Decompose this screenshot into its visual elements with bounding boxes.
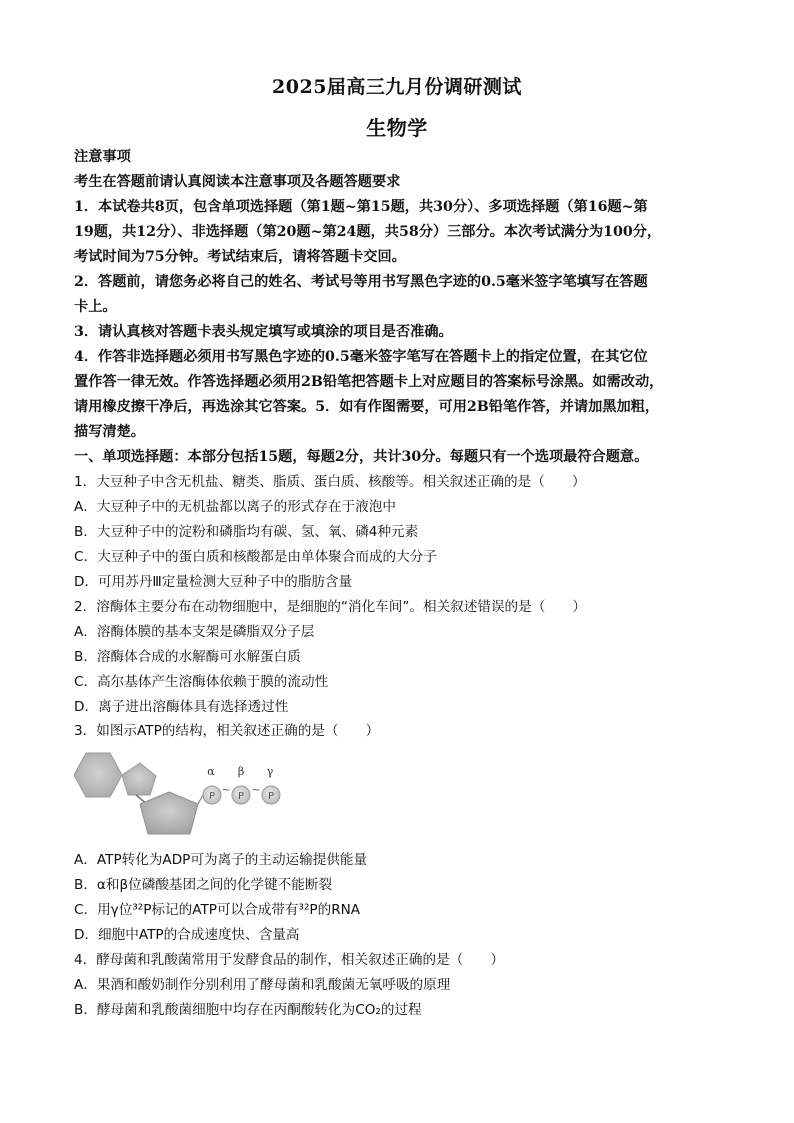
notice-line: 卡上。 [74,299,117,315]
question-option: D．可用苏丹Ⅲ定量检测大豆种子中的脂肪含量 [74,574,353,590]
adenine-hexagon [74,753,122,797]
high-energy-bond-symbol: ~ [251,783,261,796]
ribose-pentagon [140,792,198,834]
question-stem: 4．酵母菌和乳酸菌常用于发酵食品的制作，相关叙述正确的是（ ） [74,952,505,968]
question-option: A．果酒和酸奶制作分别利用了酵母菌和乳酸菌无氧呼吸的原理 [74,977,451,993]
notice-heading: 注意事项 [74,149,131,165]
label-beta: β [237,765,245,778]
question-stem: 3．如图示ATP的结构，相关叙述正确的是（ ） [74,723,380,739]
notice-line: 考试时间为75分钟。考试结束后，请将答题卡交回。 [74,249,406,265]
question-option: A．ATP转化为ADP可为离子的主动运输提供能量 [74,852,368,868]
question-option: B．α和β位磷酸基团之间的化学键不能断裂 [74,877,333,893]
notice-line: 4．作答非选择题必须用书写黑色字迹的0.5毫米签字笔写在答题卡上的指定位置，在其它位 [74,349,648,365]
phosphate-label: P [237,791,245,802]
notice-line: 19题，共12分）、非选择题（第20题~第24题，共58分）三部分。本次考试满分为100分， [74,224,662,240]
question-stem: 1．大豆种子中含无机盐、糖类、脂质、蛋白质、核酸等。相关叙述正确的是（ ） [74,474,586,490]
notice-line: 2．答题前，请您务必将自己的姓名、考试号等用书写黑色字迹的0.5毫米签字笔填写在答题 [74,274,648,290]
question-option: B．溶酶体合成的水解酶可水解蛋白质 [74,649,301,665]
notice-line: 1．本试卷共8页，包含单项选择题（第1题~第15题，共30分）、多项选择题（第16题~第 [74,199,648,215]
notice-line: 置作答一律无效。作答选择题必须用2B铅笔把答题卡上对应题目的答案标号涂黑。如需改动， [74,374,664,390]
exam-title: 2025届高三九月份调研测试 [272,76,522,98]
label-gamma: γ [266,765,274,778]
question-option: B．酵母菌和乳酸菌细胞中均存在丙酮酸转化为CO₂的过程 [74,1002,422,1018]
phosphate-label: P [267,791,275,802]
question-option: B．大豆种子中的淀粉和磷脂均有碳、氢、氧、磷4种元素 [74,524,419,540]
question-stem: 2．溶酶体主要分布在动物细胞中，是细胞的“消化车间”。相关叙述错误的是（ ） [74,599,587,615]
notice-line: 3．请认真核对答题卡表头规定填写或填涂的项目是否准确。 [74,324,453,340]
atp-structure-figure [74,748,294,843]
question-option: D．细胞中ATP的合成速度快、含量高 [74,927,300,943]
question-option: D．离子进出溶酶体具有选择透过性 [74,699,289,715]
question-option: C．高尔基体产生溶酶体依赖于膜的流动性 [74,674,329,690]
notice-subheading: 考生在答题前请认真阅读本注意事项及各题答题要求 [74,174,401,190]
subject-title: 生物学 [366,116,428,140]
question-option: C．用γ位³²P标记的ATP可以合成带有³²P的RNA [74,902,361,918]
question-option: A．大豆种子中的无机盐都以离子的形式存在于液泡中 [74,499,396,515]
notice-line: 描写清楚。 [74,424,145,440]
label-alpha: α [207,765,215,778]
notice-line: 请用橡皮擦干净后，再选涂其它答案。5．如有作图需要，可用2B铅笔作答，并请加黑加粗， [74,399,660,415]
adenine-pentagon [122,763,156,795]
question-option: C．大豆种子中的蛋白质和核酸都是由单体聚合而成的大分子 [74,549,437,565]
ester-bond [198,795,203,804]
high-energy-bond-symbol: ~ [221,783,231,796]
question-option: A．溶酶体膜的基本支架是磷脂双分子层 [74,624,315,640]
phosphate-label: P [208,791,216,802]
section-heading: 一、单项选择题：本部分包括15题，每题2分，共计30分。每题只有一个选项最符合题意。 [74,449,649,465]
